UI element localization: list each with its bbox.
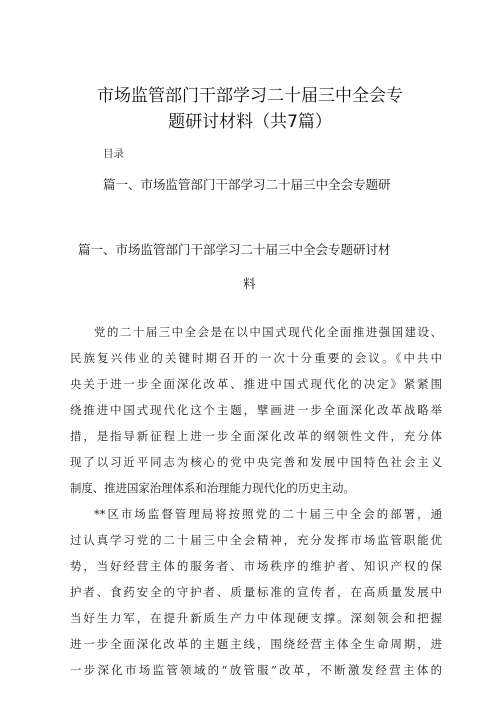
paragraph-2-line: **区市场监督管理局将按照党的二十届三中全会的部署，通 — [94, 507, 442, 521]
section-heading-line-1: 篇一、市场监管部门干部学习二十届三中全会专题研讨材 — [78, 242, 391, 257]
paragraph-1-line: 央关于进一步全面深化改革、推进中国式现代化的决定》紧紧围 — [70, 377, 442, 391]
section-heading-line-2: 料 — [243, 276, 256, 291]
document-title-line-1: 市场监管部门干部学习二十届三中全会专 — [97, 86, 403, 106]
paragraph-1-line: 制度、推进国家治理体系和治理能力现代化的历史主动。 — [70, 481, 355, 495]
paragraph-1-line: 党的二十届三中全会是在以中国式现代化全面推进强国建设、 — [94, 325, 442, 339]
toc-item-1[interactable]: 篇一、市场监管部门干部学习二十届三中全会专题研 — [103, 177, 391, 192]
paragraph-2-line: 势，当好经营主体的服务者、市场秩序的维护者、知识产权的保 — [70, 559, 442, 573]
paragraph-2-line: 进一步全面深化改革的主题主线，围绕经营主体全生命周期，进 — [70, 637, 442, 651]
paragraph-1-line: 现了以习近平同志为核心的党中央完善和发展中国特色社会主义 — [70, 455, 442, 469]
paragraph-1-line: 绕推进中国式现代化这个主题，擘画进一步全面深化改革战略举 — [70, 403, 442, 417]
paragraph-1-line: 民族复兴伟业的关键时期召开的一次十分重要的会议。《中共中 — [70, 351, 442, 365]
paragraph-1-line: 措，是指导新征程上进一步全面深化改革的纲领性文件，充分体 — [70, 429, 442, 443]
paragraph-2-line: 一步深化市场监管领域的“放管服”改革，不断激发经营主体的 — [70, 663, 442, 677]
paragraph-2-line: 过认真学习党的二十届三中全会精神，充分发挥市场监管职能优 — [70, 533, 442, 547]
document-title-line-2: 题研讨材料（共7篇） — [168, 112, 332, 132]
paragraph-2-line: 当好生力军，在提升新质生产力中体现硬支撑。深刻领会和把握 — [70, 611, 442, 625]
toc-label: 目录 — [103, 148, 124, 160]
paragraph-2-line: 护者、食药安全的守护者、质量标准的宣传者，在高质量发展中 — [70, 585, 442, 599]
